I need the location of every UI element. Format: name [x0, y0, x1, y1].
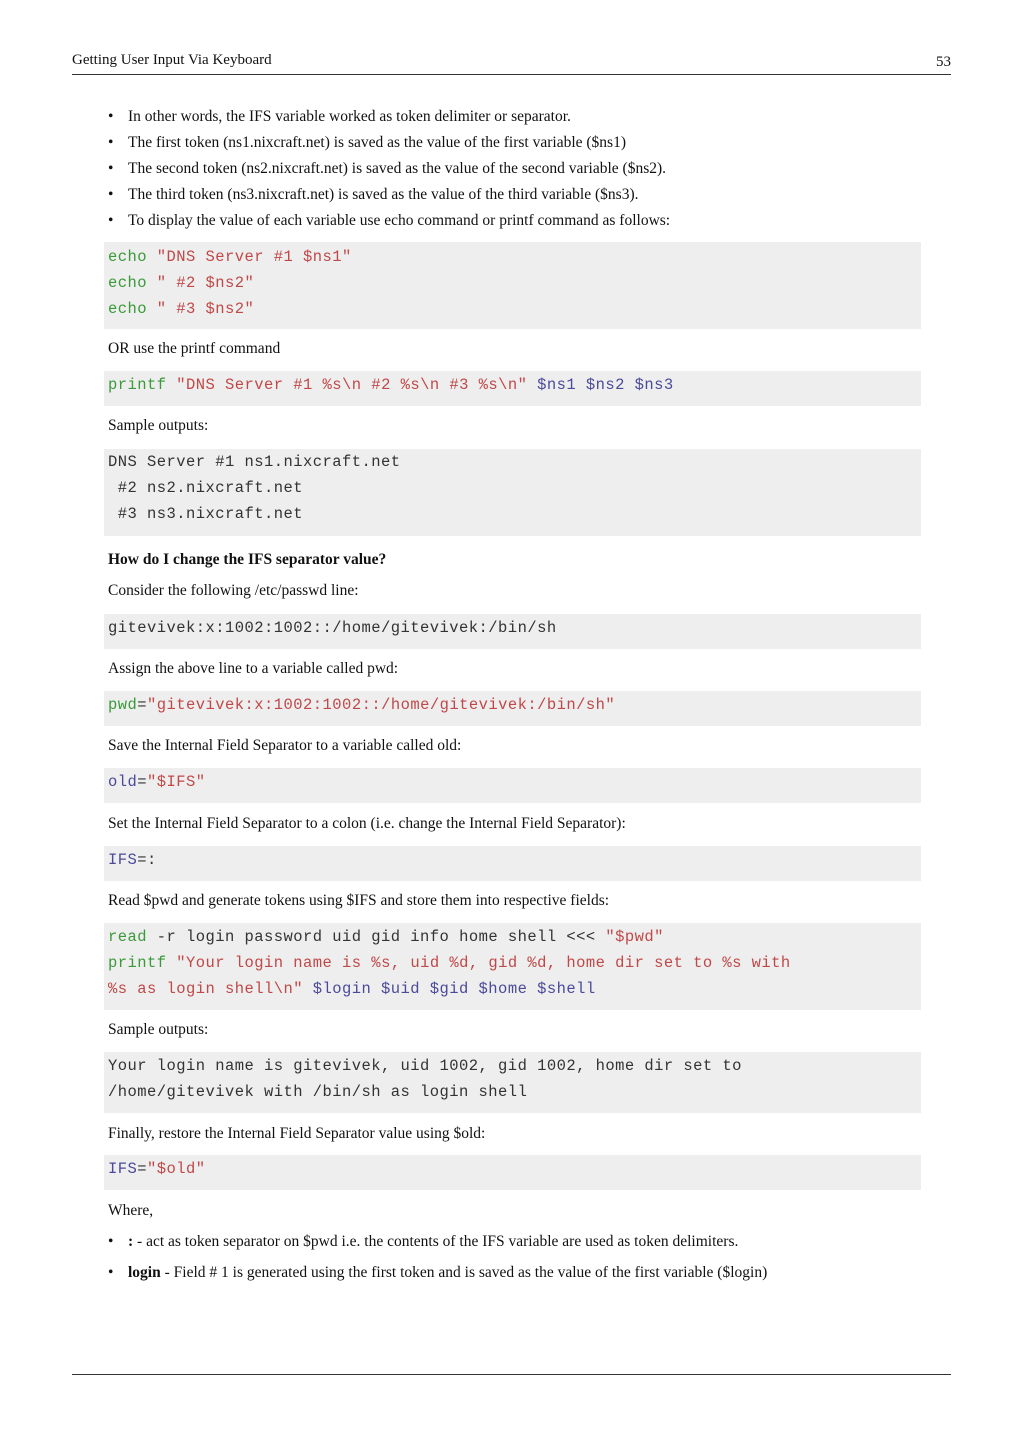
code-string: "DNS Server #1 $ns1": [156, 248, 352, 266]
code-plain: -r login password uid gid info home shell <<<: [147, 928, 606, 946]
code-variable: $login $uid $gid $home $shell: [303, 980, 596, 998]
page-number: 53: [936, 54, 951, 70]
code-line: [108, 296, 921, 322]
code-line: [108, 769, 921, 795]
code-line: [108, 950, 921, 976]
code-line: [108, 976, 921, 1002]
term-description: - Field # 1 is generated using the first token and is saved as the value of the first variable ($login): [160, 1264, 768, 1281]
code-line: #2 ns2.nixcraft.net: [108, 479, 304, 497]
code-operator: =: [137, 851, 148, 869]
term-description: - act as token separator on $pwd i.e. the contents of the IFS variable are used as token delimiters.: [133, 1233, 739, 1250]
code-keyword: echo: [108, 248, 148, 266]
code-string: "$old": [147, 1160, 206, 1178]
code-variable-name: IFS: [108, 1160, 138, 1178]
code-line: DNS Server #1 ns1.nixcraft.net: [108, 453, 401, 471]
code-line: [108, 924, 921, 950]
code-variable-name: pwd: [108, 696, 138, 714]
term: :: [128, 1233, 134, 1250]
code-operator: =: [137, 773, 148, 791]
code-string: " #3 $ns2": [156, 300, 255, 318]
page-header: [72, 52, 951, 75]
list-item: • To display the value of each variable use echo command or printf command as follows:: [108, 212, 670, 230]
header-title: Getting User Input Via Keyboard: [72, 52, 272, 68]
paragraph-finally: Finally, restore the Internal Field Separator value using $old:: [108, 1125, 486, 1142]
code-variable-name: old: [108, 773, 138, 791]
code-line: #3 ns3.nixcraft.net: [108, 505, 304, 523]
code-line: [108, 244, 921, 270]
code-string: "DNS Server #1 %s\n #2 %s\n #3 %s\n": [176, 376, 528, 394]
list-item: • The first token (ns1.nixcraft.net) is saved as the value of the first variable ($ns1): [108, 134, 670, 152]
list-item: • The second token (ns2.nixcraft.net) is saved as the value of the second variable ($ns2).: [108, 160, 670, 178]
code-block-output-2: [104, 1052, 921, 1113]
bullet-list-bottom: [108, 1233, 767, 1282]
code-keyword: read: [108, 928, 148, 946]
code-operator: =: [137, 1160, 148, 1178]
code-block-passwd: [104, 614, 921, 649]
list-item: • The third token (ns3.nixcraft.net) is saved as the value of the third variable ($ns3).: [108, 186, 670, 204]
code-keyword: printf: [108, 376, 167, 394]
term: login: [128, 1264, 161, 1281]
code-keyword: echo: [108, 274, 148, 292]
paragraph-assign: Assign the above line to a variable called pwd:: [108, 660, 399, 677]
code-variable: $ns1 $ns2 $ns3: [537, 376, 674, 394]
paragraph-or-printf: OR use the printf command: [108, 340, 281, 357]
paragraph-read: Read $pwd and generate tokens using $IFS and store them into respective fields:: [108, 892, 610, 909]
paragraph-sample-outputs: Sample outputs:: [108, 417, 209, 434]
list-item: • In other words, the IFS variable worked as token delimiter or separator.: [108, 108, 670, 126]
code-block-printf: [104, 371, 921, 406]
code-block-old: [104, 768, 921, 803]
code-line: [108, 372, 921, 398]
code-line: [108, 692, 921, 718]
code-block-ifs: [104, 846, 921, 881]
paragraph-sample-outputs-2: Sample outputs:: [108, 1021, 209, 1038]
code-operator: =: [137, 696, 148, 714]
code-line: /home/gitevivek with /bin/sh as login shell: [108, 1083, 528, 1101]
code-string: "$pwd": [605, 928, 664, 946]
code-string: "$IFS": [147, 773, 206, 791]
code-variable-name: IFS: [108, 851, 138, 869]
section-heading: How do I change the IFS separator value?: [108, 551, 387, 568]
paragraph-consider: Consider the following /etc/passwd line:: [108, 582, 359, 599]
footer-divider: [72, 1374, 951, 1375]
code-line: [108, 847, 921, 873]
code-block-output-1: [104, 449, 921, 536]
code-string: %s as login shell\n": [108, 980, 304, 998]
paragraph-set: Set the Internal Field Separator to a colon (i.e. change the Internal Field Separator):: [108, 815, 626, 832]
list-item: [108, 1264, 767, 1282]
code-string: "Your login name is %s, uid %d, gid %d, home dir set to %s with: [176, 954, 791, 972]
code-string: "gitevivek:x:1002:1002::/home/gitevivek:/bin/sh": [147, 696, 616, 714]
code-value: :: [147, 851, 157, 869]
code-block-pwd: [104, 691, 921, 726]
code-block-read: [104, 923, 921, 1010]
code-block-echo: [104, 242, 921, 329]
bullet-list-top: [108, 108, 670, 230]
code-block-restore: [104, 1155, 921, 1190]
paragraph-save: Save the Internal Field Separator to a variable called old:: [108, 737, 462, 754]
code-line: gitevivek:x:1002:1002::/home/gitevivek:/bin/sh: [108, 619, 557, 637]
paragraph-where: Where,: [108, 1202, 154, 1219]
code-line: Your login name is gitevivek, uid 1002, gid 1002, home dir set to: [108, 1057, 742, 1075]
list-item: [108, 1233, 767, 1251]
code-keyword: echo: [108, 300, 148, 318]
code-string: " #2 $ns2": [156, 274, 255, 292]
code-line: [108, 1156, 921, 1182]
code-keyword: printf: [108, 954, 167, 972]
code-line: [108, 270, 921, 296]
